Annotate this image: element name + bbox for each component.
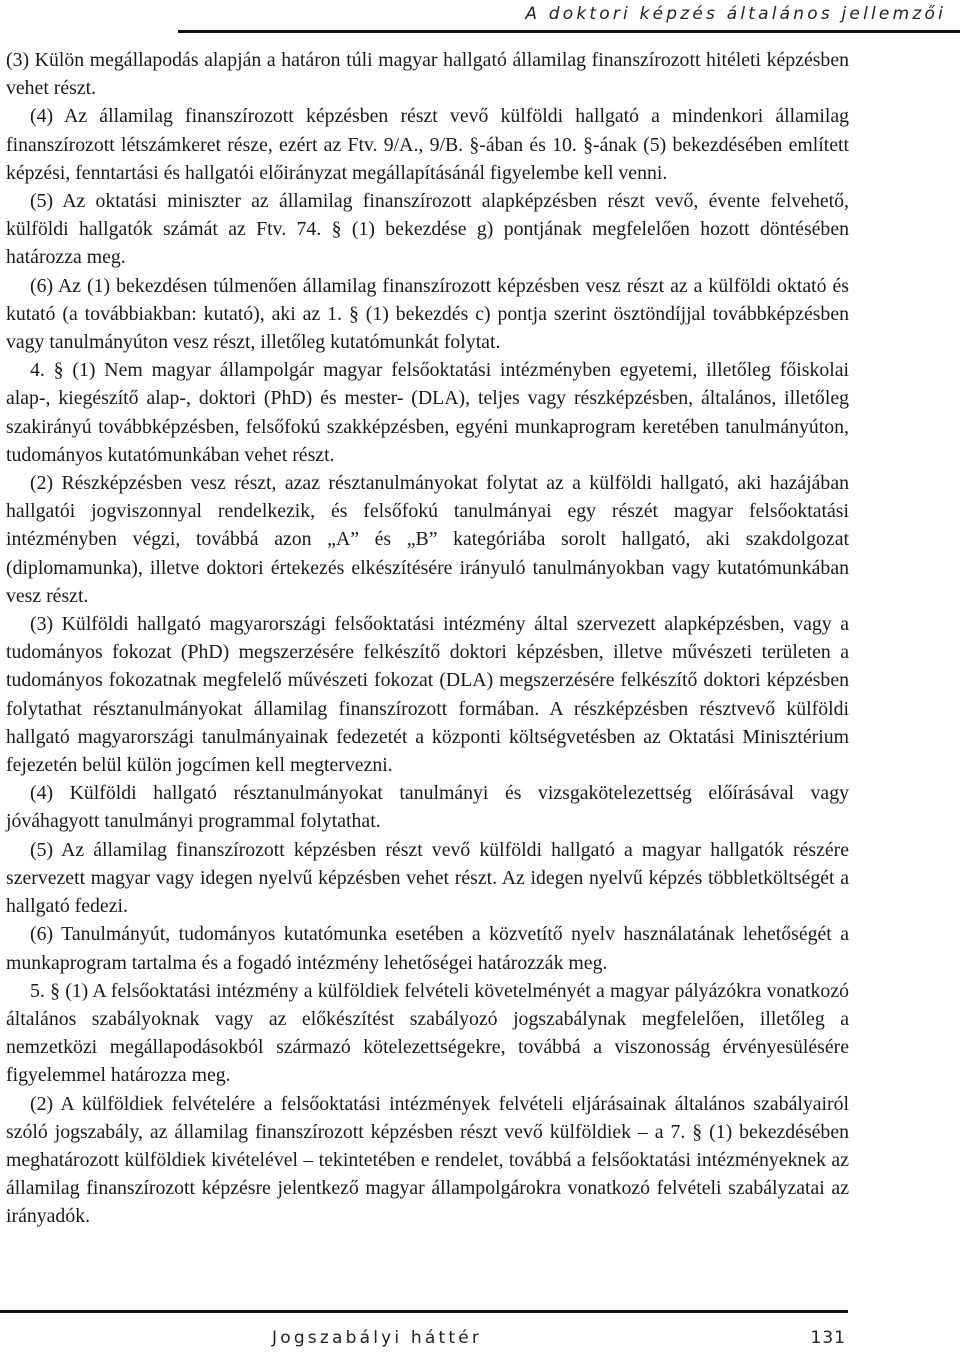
- page-number: 131: [810, 1328, 846, 1348]
- paragraph: (3) Külön megállapodás alapján a határon túli magyar hallgató államilag finanszírozott hitéleti képzésben vehet részt.: [6, 49, 849, 100]
- paragraph: (5) Az oktatási miniszter az államilag finanszírozott alapképzésben részt vevő, évente felvehető, külföldi hallgatók számát az Ftv. 74. § (1) bekezdése g) pontjának megfelelően hozott döntésében határozza meg.: [6, 190, 849, 269]
- footer-title: Jogszabályi háttér: [272, 1328, 483, 1348]
- paragraph: (6) Tanulmányút, tudományos kutatómunka esetében a közvetítő nyelv használatának lehetőségét a munkaprogram tartalma és a fogadó intézmény lehetőségei határozzák meg.: [6, 923, 849, 974]
- main-text: [6, 46, 849, 1231]
- paragraph: (4) Külföldi hallgató résztanulmányokat tanulmányi és vizsgakötelezettség előírásával vagy jóváhagyott tanulmányi programmal folytathat.: [6, 782, 849, 833]
- paragraph: (4) Az államilag finanszírozott képzésben részt vevő külföldi hallgató a mindenkori államilag finanszírozott létszámkeret része, ezért az Ftv. 9/A., 9/B. §-ában és 10. §-ának (5) bekezdésében említett képzési, fenntartási és hallgatói előirányzat megállapításánál figyelembe kell venni.: [6, 105, 849, 184]
- header-title: A doktori képzés általános jellemzői: [525, 4, 946, 24]
- running-header: [0, 0, 960, 40]
- section-paragraph: 5. § (1) A felsőoktatási intézmény a külföldiek felvételi követelményét a magyar pályázókra vonatkozó általános szabályoknak vagy az előkészítést szabályozó jogszabálynak megfelelően, illetőleg a nemzetközi megállapodásokból származó kötelezettségekre, továbbá a viszonosság érvényesülésére figyelemmel határozza meg.: [6, 979, 849, 1087]
- header-rule: [178, 30, 960, 33]
- paragraph: (5) Az államilag finanszírozott képzésben részt vevő külföldi hallgató a magyar hallgatók részére szervezett magyar vagy idegen nyelvű képzésben vehet részt. Az idegen nyelvű képzés többletköltségét a hallgató fedezi.: [6, 838, 849, 918]
- footer-rule: [0, 1310, 848, 1313]
- paragraph: (6) Az (1) bekezdésen túlmenően államilag finanszírozott képzésben vesz részt az a külföldi oktató és kutató (a továbbiakban: kutató), aki az 1. § (1) bekezdés c) pontja szerint ösztöndíjjal továbbképzésben vagy tanulmányúton vesz részt, illetőleg kutatómunkát folytat.: [6, 274, 849, 354]
- paragraph: (2) Részképzésben vesz részt, azaz résztanulmányokat folytat az a külföldi hallgató, aki hazájában hallgatói jogviszonnyal rendelkezik, és felsőfokú tanulmányai egy részét magyar felsőoktatási intézményben végzi, továbbá azon „A” és „B” kategóriába sorolt hallgató, aki szakdolgozat (diplomamunka), illetve doktori értekezés elkészítésére irányuló tanulmányokban vagy kutatómunkában vesz részt.: [6, 472, 849, 607]
- section-paragraph: 4. § (1) Nem magyar állampolgár magyar felsőoktatási intézményben egyetemi, illetőleg főiskolai alap-, kiegészítő alap-, doktori (PhD) és mester- (DLA), teljes vagy részképzésben, általános, illetőleg szakirányú továbbképzésben, felsőfokú szakképzésben, egyéni munkaprogram keretében tanulmányúton, tudományos kutatómunkában vehet részt.: [6, 359, 849, 466]
- running-footer: [0, 1300, 960, 1358]
- paragraph: (2) A külföldiek felvételére a felsőoktatási intézmények felvételi eljárásainak általános szabályairól szóló jogszabály, az államilag finanszírozott képzésben részt vevő külföldiek – a 7. § (1) bekezdésében meghatározott külföldiek kivételével – tekintetében e rendelet, továbbá a felsőoktatási intézményeknek az államilag finanszírozott képzésre jelentkező magyar állampolgárokra vonatkozó felvételi szabályzatai az irányadók.: [6, 1092, 849, 1228]
- paragraph: (3) Külföldi hallgató magyarországi felsőoktatási intézmény által szervezett alapképzésben, vagy a tudományos fokozat (PhD) megszerzésére felkészítő doktori képzésben, illetve művészeti területen a tudományos fokozatnak megfelelő művészeti fokozat (DLA) megszerzésére felkészítő doktori képzésben folytathat résztanulmányokat államilag finanszírozott formában. A részképzésben résztvevő külföldi hallgató magyarországi tanulmányainak fedezetét a központi költségvetésben az Oktatási Minisztérium fejezetén belül külön jogcímen kell megtervezni.: [6, 613, 849, 777]
